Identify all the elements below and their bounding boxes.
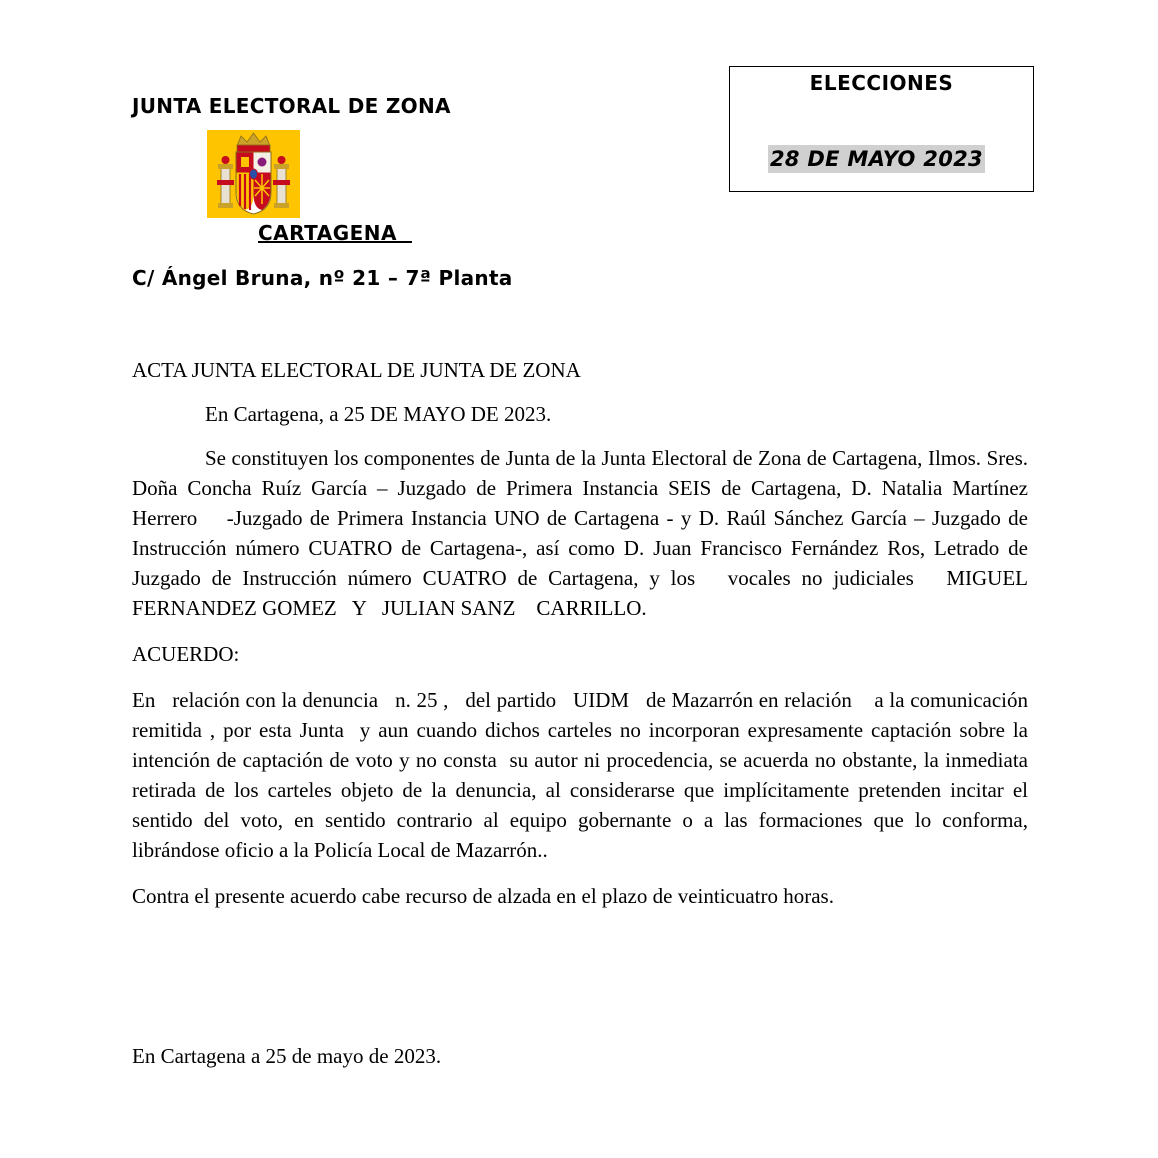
election-info-box: [729, 66, 1034, 192]
appeal-paragraph: Contra el presente acuerdo cabe recurso de alzada en el plazo de veinticuatro horas.: [132, 884, 834, 908]
spanish-coat-of-arms-emblem: [207, 130, 300, 218]
address: C/ Ángel Bruna, nº 21 – 7ª Planta: [132, 266, 513, 290]
closing-place-date: En Cartagena a 25 de mayo de 2023.: [132, 1044, 442, 1068]
acta-title: ACTA JUNTA ELECTORAL DE JUNTA DE ZONA: [132, 358, 581, 382]
document-body: [132, 355, 1034, 911]
election-title: ELECCIONES: [809, 71, 954, 95]
acuerdo-paragraph: En relación con la denuncia n. 25 , del partido UIDM de Mazarrón en relación a la comunicación remitida , por esta Junta y aun cuando dichos carteles no incorporan expresamente captación sobre la intención de captación de voto y no consta su autor ni procedencia, se acuerda no obstante, la inmediata retirada de los carteles objeto de la denuncia, al considerarse que implícitamente pretenden incitar el sentido del voto, en sentido contrario al equipo gobernante o a las formaciones que lo conforma, librándose oficio a la Policía Local de Mazarrón..: [132, 688, 1034, 862]
constitution-paragraph: Se constituyen los componentes de Junta de la Junta Electoral de Zona de Cartagena, Ilmos. Sres. Doña Concha Ruíz García – Juzgado de Primera Instancia SEIS de Cartagena, D. Natalia Martínez Herrero -Juzgado de Primera Instancia UNO de Cartagena - y D. Raúl Sánchez García – Juzgado de Instrucción número CUATRO de Cartagena-, así como D. Juan Francisco Fernández Ros, Letrado de Juzgado de Instrucción número CUATRO de Cartagena, y los vocales no judiciales MIGUEL FERNANDEZ GOMEZ Y JULIAN SANZ CARRILLO.: [132, 446, 1034, 620]
place-date-paragraph: En Cartagena, a 25 DE MAYO DE 2023.: [205, 402, 552, 426]
authority-title: JUNTA ELECTORAL DE ZONA: [132, 94, 451, 118]
election-date: 28 DE MAYO 2023: [770, 147, 983, 171]
acuerdo-heading: ACUERDO:: [132, 642, 240, 666]
city-name: CARTAGENA: [258, 221, 412, 245]
